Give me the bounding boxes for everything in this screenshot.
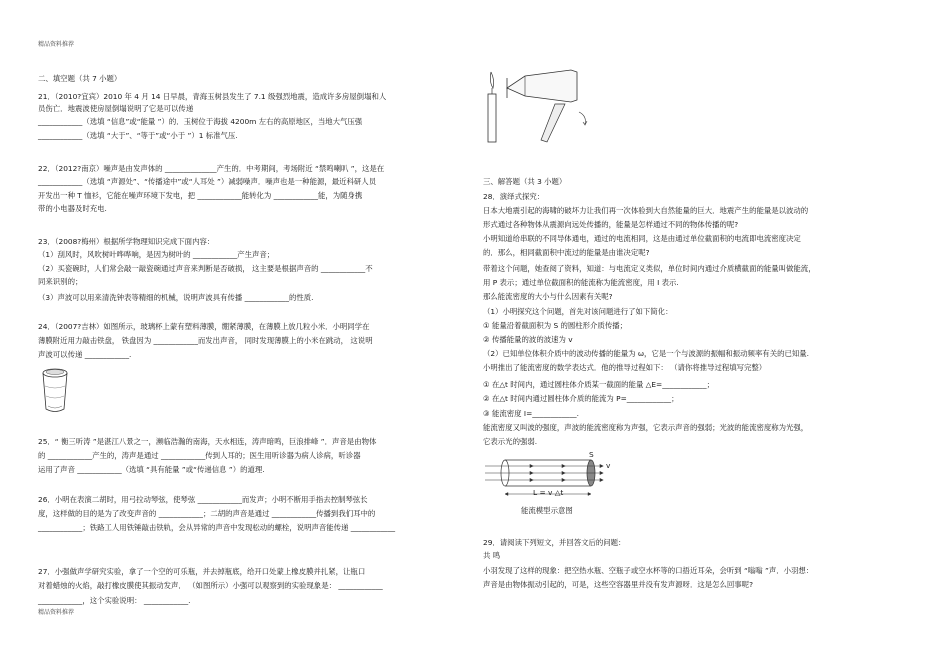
section-title-answer: 三、解答题（共 3 小题） <box>483 177 567 186</box>
q25-line-2: 的 ____________产生的，涛声是通过 ____________传到人耳的；医生用听诊器为病人诊病，听诊器 <box>38 451 361 460</box>
section-title-fill-in: 二、填空题（共 7 小题） <box>38 74 122 83</box>
q26-line-3: ____________；铁路工人用铁锤敲击铁轨，会从异常的声音中发现松动的螺栓，说明声音能传递 ____________ <box>38 523 396 532</box>
q28-line-17: 能流密度又叫波的强度，声波的能流密度称为声强，它表示声音的强弱；光波的能流密度称为光强， <box>483 423 809 432</box>
q23-line-5: （3）声波可以用来清洗钟表等精细的机械，说明声波具有传播 ____________的性质. <box>38 293 314 302</box>
q28-line-4: 小明知道给串联的不同导体通电，通过的电流相同，这是由通过单位截面积的电流即电流密度决定 <box>483 234 801 243</box>
q29-line-2: 共 鸣 <box>483 551 501 560</box>
q28-line-7: 用 P 表示；通过单位截面积的能流称为能流密度，用 I 表示. <box>483 278 679 287</box>
q22-line-4: 带的小电器及时充电. <box>38 204 107 213</box>
glass-cup-figure <box>40 366 70 416</box>
q24-line-2: 薄膜附近用力敲击铁盘， 铁盘因为 ____________而发出声音， 同时发现薄膜上的小米在跳动， 这说明 <box>38 336 373 345</box>
watermark-top: 精品资料推荐 <box>38 41 75 48</box>
figure-label-l: L = v △t <box>533 488 564 497</box>
q28-line-10: ① 能量沿着截面积为 S 的圆柱形介质传播； <box>483 321 628 330</box>
q26-line-1: 26．小明在表演二胡时，用弓拉动琴弦，使琴弦 ____________而发声；小明不断用手指去控制琴弦长 <box>38 495 368 504</box>
q24-line-1: 24．（2007?吉林）如图所示，玻璃杯上蒙有塑料薄膜，绷紧薄膜，在薄膜上放几粒小米．小明同学在 <box>38 322 370 331</box>
q28-line-5: 的．那么，相同截面积中流过的能量是由谁决定呢? <box>483 248 650 257</box>
q21-line-4: ____________（选填 “大于”、“等于”或“小于 ”）1 标准气压. <box>38 131 238 140</box>
q21-line-2: 员伤亡．地震波使房屋倒塌说明了它是可以传递 <box>38 104 194 113</box>
q28-line-14: ① 在△t 时间内，通过圆柱体介质某一截面的能量 △E=____________； <box>483 380 714 389</box>
q21-line-3: ____________（选填 “信息”或“能量 ”）的．玉树位于海拔 4200m 左右的高原地区，当地大气压强 <box>38 117 363 126</box>
q28-line-13: 小明推出了能流密度的数学表达式．他的推导过程如下： （请你将推导过程填写完整） <box>483 363 767 372</box>
q28-line-1: 28．演绎式探究： <box>483 192 545 201</box>
figure-label-v: v <box>606 461 611 470</box>
q28-line-9: （1）小明探究这个问题，首先对该问题进行了如下简化： <box>483 307 673 316</box>
q24-line-3: 声波可以传递 ____________. <box>38 350 132 359</box>
watermark-bottom: 精品资料推荐 <box>38 609 75 616</box>
q23-line-4: 同来识别的； <box>38 277 83 286</box>
q22-line-2: ____________（选填 “声源处”、“传播途中”或“人耳处 ”）减弱噪声．噪声也是一种能源，最近科研人员 <box>38 177 377 186</box>
q26-line-2: 度，这样做的目的是为了改变声音的 ____________；二胡的声音是通过 ____________传播到我们耳中的 <box>38 509 376 518</box>
q21-line-1: 21．（2010?宜宾）2010 年 4 月 14 日早晨，青海玉树县发生了 7.1 级强烈地震，造成许多房屋倒塌和人 <box>38 92 387 101</box>
q28-line-18: 它表示光的强弱. <box>483 437 538 446</box>
q29-line-1: 29．请阅读下列短文，并回答文后的问题： <box>483 538 626 547</box>
q25-line-3: 运用了声音 ____________（选填 “具有能量 ”或“传递信息 ”）的道理. <box>38 465 265 474</box>
candle-bottle-figure <box>483 64 603 149</box>
q23-line-3: （2）买瓷碗时，人们常会敲一敲瓷碗通过声音来判断是否破损， 这主要是根据声音的 ____________不 <box>38 264 373 273</box>
q28-line-3: 形式通过各种物体从震源向远处传播的，能量是怎样通过不同的物体传播的呢? <box>483 220 739 229</box>
q29-line-4: 声音是由物体振动引起的，可是，这些空容器里并没有发声源呀．这是怎么回事呢? <box>483 580 753 589</box>
q28-line-15: ② 在△t 时间内通过圆柱体介质的能流为 P=____________； <box>483 394 679 403</box>
figure-caption: 能流模型示意图 <box>521 506 573 515</box>
q27-line-1: 27．小强做声学研究实验，拿了一个空的可乐瓶，并去掉瓶底，给开口处蒙上橡皮膜并扎紧，让瓶口 <box>38 567 366 576</box>
q23-line-2: （1）刮风时，风吹树叶哗哗响，是因为树叶的 ____________产生声音； <box>38 250 275 259</box>
q22-line-3: 开发出一种 T 恤衫，它能在噪声环境下发电，把 ____________能转化为 ____________能，为随身携 <box>38 191 363 200</box>
q28-line-11: ② 传播能量的波的波速为 v <box>483 335 573 344</box>
q28-line-2: 日本大地震引起的海啸的破坏力让我们再一次体验到大自然能量的巨大．地震产生的能量是以波动的 <box>483 206 809 215</box>
q28-line-6: 带着这个问题，她查阅了资料，知道：与电流定义类似，单位时间内通过介质横截面的能量叫做能流， <box>483 264 816 273</box>
q27-line-2: 对着蜡烛的火焰，敲打橡皮膜使其振动发声． （如图所示）小强可以观察到的实验现象是： ____________ <box>38 581 383 590</box>
q28-line-16: ③ 能流密度 I=____________. <box>483 409 579 418</box>
q28-line-12: （2）已知单位体积介质中的波动传播的能量为 ω，它是一个与波源的振幅和振动频率有关的已知量. <box>483 349 810 358</box>
q28-line-8: 那么能流密度的大小与什么因素有关呢? <box>483 292 613 301</box>
q27-line-3: ____________，这个实验说明： ____________. <box>38 596 191 605</box>
figure-label-s: S <box>589 450 594 459</box>
q23-line-1: 23．（2008?梅州）根据所学物理知识完成下面内容： <box>38 237 215 246</box>
q29-line-3: 小羽发现了这样的现象：把空热水瓶、空瓶子或空水杯等的口捂近耳朵，会听到 “嗡嗡 ”声．小羽想： <box>483 566 814 575</box>
q22-line-1: 22．（2012?南京）噪声是由发声体的 ______________产生的．中考期间，考场附近 “禁鸣喇叭 ”，这是在 <box>38 164 385 173</box>
q25-line-1: 25．“ 衡三听涛 ”是湛江八景之一，濒临浩瀚的南海，天水相连，涛声暗鸣，巨浪排峰 ”．声音是由物体 <box>38 437 377 446</box>
